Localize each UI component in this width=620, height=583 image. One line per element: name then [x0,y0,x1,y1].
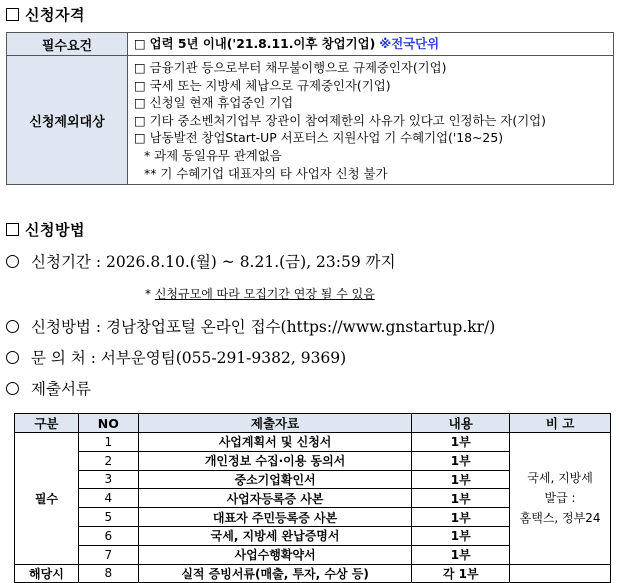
remark-line: 발급 : [544,491,576,506]
row-doc: 실적 증빙서류(매출, 투자, 수상 등) [138,564,412,583]
row-doc: 개인정보 수집·이용 동의서 [138,451,412,470]
row-no: 2 [78,451,138,470]
row-no: 1 [78,433,138,452]
excluded-item: □ 신청일 현재 휴업중인 기업 [134,94,607,112]
remark-cell [510,433,611,565]
circle-bullet-icon [6,351,19,364]
remark-empty [510,564,611,583]
table-row [15,433,611,452]
documents-table [14,413,611,583]
excluded-item: □ 국세 또는 지방세 체납으로 규제중인자(기업) [134,77,607,95]
required-highlight: ※전국단위 [379,36,440,52]
requirements-table [6,32,614,185]
row-no: 7 [78,545,138,564]
circle-bullet-icon [6,255,19,268]
header-remark: 비 고 [510,414,611,433]
note-prefix: * [145,287,155,301]
table-row [15,564,611,583]
row-no: 8 [78,564,138,583]
row-qty: 1부 [412,451,510,470]
row-doc: 사업자등록증 사본 [138,489,412,508]
section-qualification-heading [6,4,85,25]
checkbox-icon [6,223,19,236]
header-category: 구분 [15,414,79,433]
docs-title-line [6,377,91,399]
remark-line: 국세, 지방세 [527,471,593,486]
row-qty: 1부 [412,470,510,489]
row-qty: 1부 [412,545,510,564]
row-doc: 사업수행확약서 [138,545,412,564]
group-applicable: 해당시 [15,564,79,583]
section-title: 신청자격 [25,6,85,24]
section-title: 신청방법 [25,221,85,239]
row-doc: 대표자 주민등록증 사본 [138,508,412,527]
period-note [145,285,375,302]
remark-line: 홈택스, 정부24 [519,511,601,526]
row-no: 4 [78,489,138,508]
excluded-item: □ 남동발전 창업Start-UP 서포터스 지원사업 기 수혜기업('18~25) [134,129,607,147]
row-qty: 1부 [412,526,510,545]
circle-bullet-icon [6,320,19,333]
group-required: 필수 [15,433,79,565]
row-qty: 1부 [412,489,510,508]
row-doc: 중소기업확인서 [138,470,412,489]
how-line [6,315,495,337]
period-text: 신청기간 : 2026.8.10.(월) ~ 8.21.(금), 23:59 까지 [31,253,396,271]
row-qty: 각 1부 [412,564,510,583]
row-doc: 사업계획서 및 신청서 [138,433,412,452]
excluded-item: □ 기타 중소벤처기업부 장관이 참여제한의 사유가 있다고 인정하는 자(기업) [134,112,607,130]
required-label: 필수요건 [7,33,128,56]
excluded-cell [128,56,614,185]
excluded-note: * 과제 동일유무 관계없음 [144,147,282,163]
header-content: 내용 [412,414,510,433]
table-header-row [15,414,611,433]
checkbox-icon [6,8,19,21]
row-qty: 1부 [412,508,510,527]
required-cell [128,33,614,56]
required-text: □ 업력 5년 이내('21.8.11.이후 창업기업) [134,36,375,51]
row-no: 3 [78,470,138,489]
header-no: NO [78,414,138,433]
excluded-note: ** 기 수혜기업 대표자의 타 사업자 신청 불가 [144,165,388,181]
row-qty: 1부 [412,433,510,452]
contact-line [6,346,346,368]
excluded-item: □ 금융기관 등으로부터 채무불이행으로 규제중인자(기업) [134,59,607,77]
docs-title: 제출서류 [31,380,91,398]
header-document: 제출자료 [138,414,412,433]
row-no: 5 [78,508,138,527]
section-method-heading [6,219,85,240]
excluded-label: 신청제외대상 [7,56,128,185]
note-text: 신청규모에 따라 모집기간 연장 될 수 있음 [154,287,375,301]
period-line [6,250,396,272]
contact-text: 문 의 처 : 서부운영팀(055-291-9382, 9369) [31,349,347,367]
circle-bullet-icon [6,382,19,395]
how-text: 신청방법 : 경남창업포털 온라인 접수(https://www.gnstartup.kr/) [31,318,496,336]
row-doc: 국세, 지방세 완납증명서 [138,526,412,545]
row-no: 6 [78,526,138,545]
